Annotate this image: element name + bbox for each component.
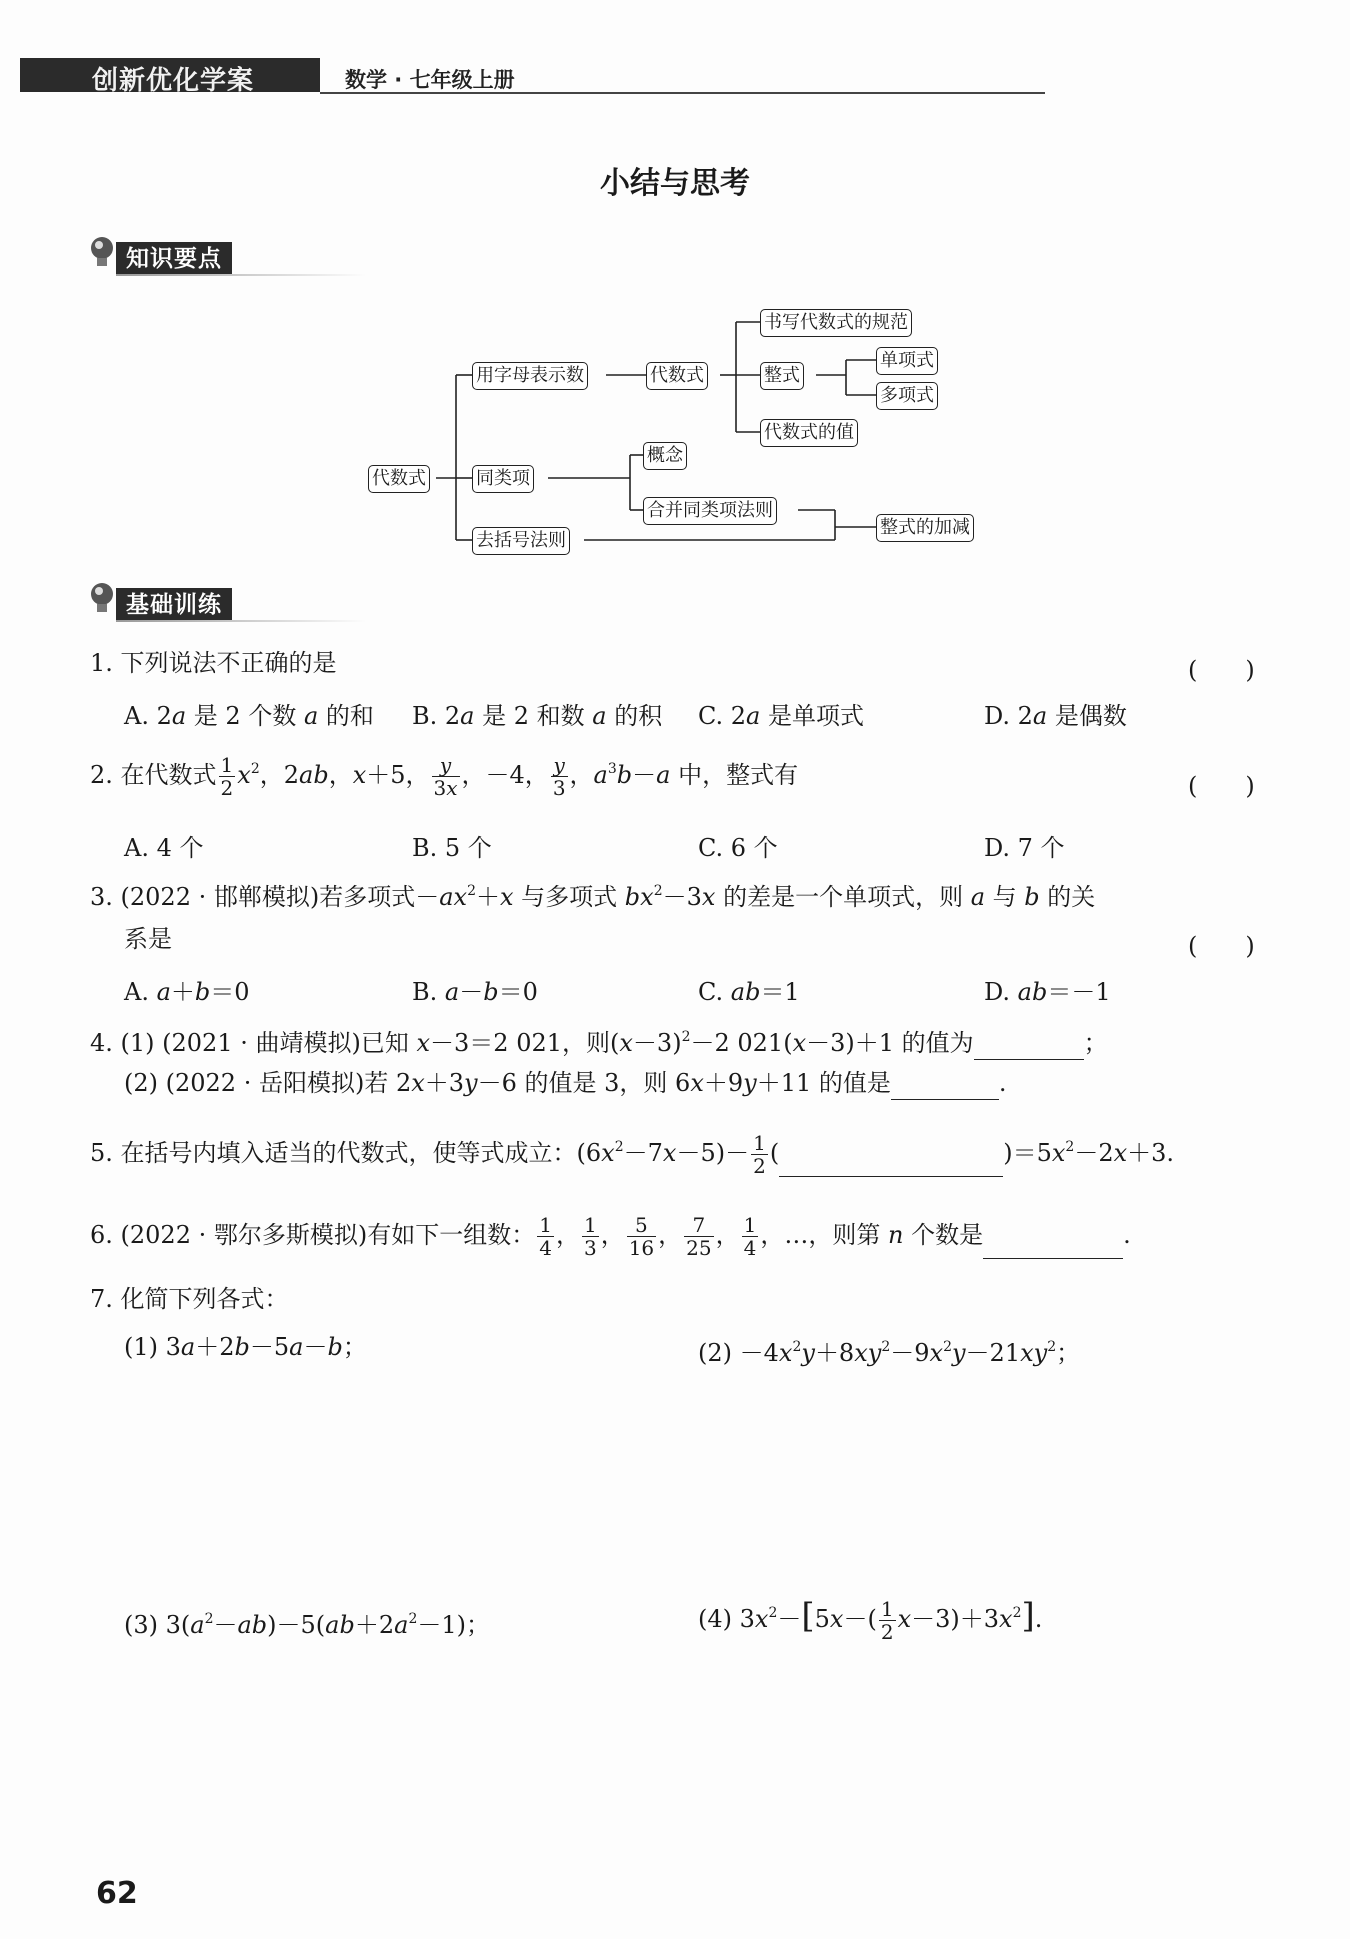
- blank[interactable]: [974, 1031, 1084, 1060]
- question-1-option-c: C. 2a 是单项式: [698, 702, 864, 730]
- question-1-option-a: A. 2a 是 2 个数 a 的和: [124, 702, 374, 730]
- question-1-answer-paren: ( ): [1188, 656, 1255, 684]
- section-basic-label: 基础训练: [116, 588, 232, 622]
- node-like-terms: 同类项: [472, 465, 534, 493]
- question-7-part-2: $(2) -4x^2y+8xy^2-9x^2y-21xy^2$；: [698, 1339, 1081, 1367]
- node-bracket-rule: 去括号法则: [472, 527, 570, 555]
- node-add-subtract: 整式的加减: [876, 514, 974, 542]
- page-title: 小结与思考: [600, 166, 750, 201]
- question-7-part-1: (1) 3a＋2b－5a－b；: [124, 1333, 367, 1361]
- node-root: 代数式: [368, 465, 430, 493]
- node-letters-for-numbers: 用字母表示数: [472, 362, 588, 390]
- node-integral-expression: 整式: [760, 362, 804, 390]
- section-basic: [90, 588, 390, 624]
- question-2-option-a: A. 4 个: [124, 834, 204, 862]
- question-4-part-2: (2) (2022 · 岳阳模拟)若 2x＋3y－6 的值是 3，则 6x＋9y＋11 的值是 .: [124, 1066, 1007, 1100]
- question-1-option-b: B. 2a 是 2 和数 a 的积: [412, 702, 663, 730]
- question-3-answer-paren: ( ): [1188, 932, 1255, 960]
- question-6: 6. (2022 · 鄂尔多斯模拟)有如下一组数： $\frac{1}{4}$ ， $\frac{1}{3}$ ， $\frac{5}{16}$ ， $\frac{7}{25}$ ， $\frac{1}{4}$ ，…，则第 n 个数是 .: [90, 1213, 1131, 1260]
- question-2-option-c: C. 6 个: [698, 834, 778, 862]
- question-7-part-3: (3) $3(a^2-ab)-5(ab+2a^2-1)$；: [124, 1611, 490, 1639]
- question-7-part-4: (4) $3x^2-[5x-$( $\frac{1}{2}$ $x-3)+3x^2$].: [698, 1596, 1043, 1644]
- node-polynomial: 多项式: [876, 382, 938, 410]
- question-2-option-d: D. 7 个: [984, 834, 1065, 862]
- question-2-option-b: B. 5 个: [412, 834, 492, 862]
- question-1-option-d: D. 2a 是偶数: [984, 702, 1127, 730]
- subject-label: 数学 · 七年级上册: [345, 68, 515, 92]
- node-monomial: 单项式: [876, 347, 938, 375]
- node-concept: 概念: [643, 442, 687, 470]
- node-algebraic-expression: 代数式: [646, 362, 708, 390]
- lightbulb-icon: [90, 582, 114, 616]
- blank[interactable]: [779, 1148, 1003, 1177]
- blank[interactable]: [983, 1230, 1123, 1259]
- question-3-option-a: A. a＋b＝0: [124, 978, 250, 1006]
- page-number: 62: [96, 1876, 138, 1911]
- question-5: 5. 在括号内填入适当的代数式，使等式成立：$(6x^2-7x-5)-$ $\frac{1}{2}$ ( )$=5x^2-2x+3$.: [90, 1131, 1175, 1178]
- question-3-option-b: B. a－b＝0: [412, 978, 538, 1006]
- question-2-answer-paren: ( ): [1188, 772, 1255, 800]
- brand-title: 创新优化学案: [92, 66, 255, 96]
- question-3-stem-cont: 系是: [124, 925, 172, 953]
- section-knowledge-label: 知识要点: [116, 242, 232, 276]
- question-7-stem: 7. 化简下列各式：: [90, 1285, 289, 1313]
- node-expression-value: 代数式的值: [760, 419, 858, 447]
- question-3-stem: 3. (2022 · 邯郸模拟)若多项式$-ax^2+x$ 与多项式 $bx^2-3x$ 的差是一个单项式，则 a 与 b 的关: [90, 883, 1096, 911]
- question-3-option-c: C. ab＝1: [698, 978, 800, 1006]
- question-2-stem: 2. 在代数式 $\frac{1}{2}$ $x^2$，2ab，x＋5， $\frac{y}{3x}$ ，－4， $\frac{y}{3}$ ，$a^3b-a$ 中，整式有: [90, 753, 799, 800]
- blank[interactable]: [891, 1071, 999, 1100]
- question-4-part-1: 4. (1) (2021 · 曲靖模拟)已知 x－3＝2 021，则$(x-3)^2-2$ 021(x－3)＋1 的值为 ；: [90, 1020, 1108, 1060]
- mind-map: [0, 0, 1350, 600]
- node-writing-rules: 书写代数式的规范: [760, 309, 912, 337]
- question-3-option-d: D. ab＝－1: [984, 978, 1111, 1006]
- question-1-stem: 1. 下列说法不正确的是: [90, 649, 337, 677]
- node-combine-rule: 合并同类项法则: [643, 497, 777, 525]
